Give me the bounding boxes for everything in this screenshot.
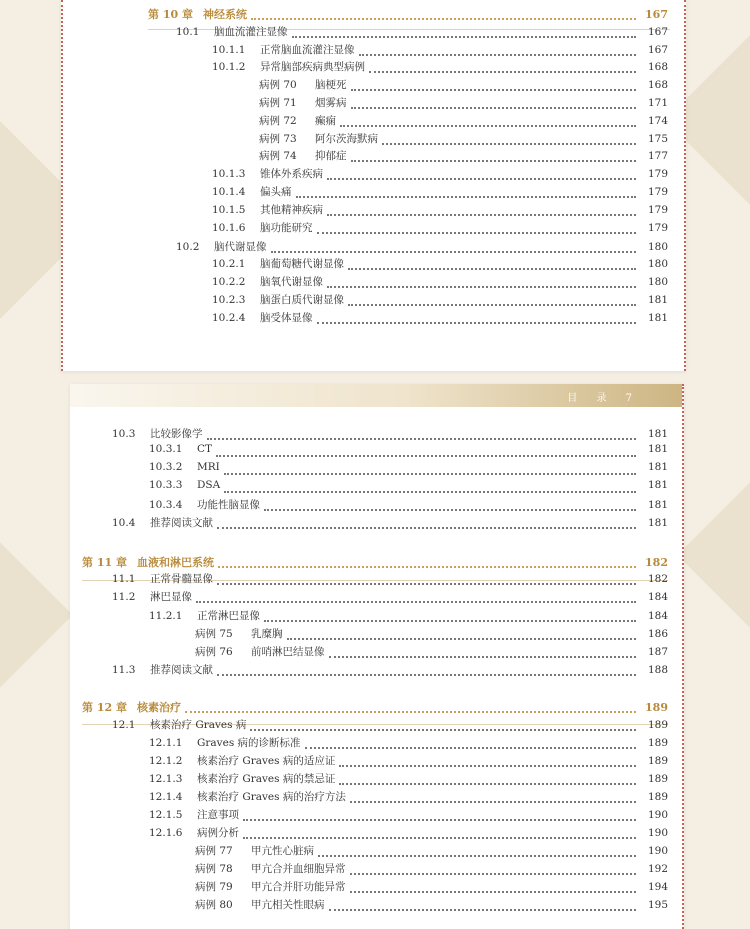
toc-entry-page: 179 xyxy=(647,168,668,180)
toc-entry-title: 核素治疗 Graves 病的禁忌证 xyxy=(197,773,336,785)
toc-entry-number: 12.1 xyxy=(112,719,136,731)
toc-entry-page: 190 xyxy=(647,827,668,839)
dot-leader xyxy=(351,88,637,91)
dot-leader xyxy=(340,124,636,127)
toc-entry-title: 前哨淋巴结显像 xyxy=(251,646,325,658)
toc-entry-section xyxy=(112,426,668,444)
toc-entry-page: 181 xyxy=(647,479,668,491)
dot-leader xyxy=(251,17,636,20)
dot-leader xyxy=(318,854,636,857)
toc-entry-number: 10.1.4 xyxy=(212,186,246,198)
toc-entry-page: 181 xyxy=(647,499,668,511)
toc-entry-page: 168 xyxy=(647,79,668,91)
toc-entry-case xyxy=(195,843,668,861)
toc-entry-page: 181 xyxy=(647,517,668,529)
toc-entry-page: 184 xyxy=(647,591,668,603)
toc-entry-section xyxy=(112,571,668,589)
toc-entry-number: 12.1.5 xyxy=(149,809,183,821)
toc-entry-page: 194 xyxy=(647,881,668,893)
toc-entry-number: 12.1.4 xyxy=(149,791,183,803)
toc-entry-sub xyxy=(149,461,668,479)
background-decoration xyxy=(677,477,750,633)
background-decoration xyxy=(0,537,73,693)
dot-leader xyxy=(264,619,636,622)
toc-entry-number: 病例 72 xyxy=(259,115,297,127)
toc-entry-number: 10.3.4 xyxy=(149,499,183,511)
toc-entry-title: 核素治疗 xyxy=(136,701,181,714)
toc-entry-sub xyxy=(212,184,668,202)
toc-entry-title: 抑郁症 xyxy=(315,150,347,162)
toc-entry-title: 神经系统 xyxy=(202,8,247,21)
dot-leader xyxy=(287,637,637,640)
toc-entry-number: 10.1.2 xyxy=(212,61,246,73)
toc-entry-number: 病例 77 xyxy=(195,845,233,857)
dot-leader xyxy=(243,818,636,821)
toc-entry-page: 189 xyxy=(647,755,668,767)
toc-entry-number: 10.2.4 xyxy=(212,312,246,324)
toc-entry-title: 注意事项 xyxy=(197,809,239,821)
page-header-label: 目 录 7 xyxy=(567,393,640,404)
dot-leader xyxy=(271,250,637,253)
toc-entry-page: 180 xyxy=(647,241,668,253)
toc-entry-sub xyxy=(212,42,668,60)
toc-entry-title: 锥体外系疾病 xyxy=(260,168,323,180)
dot-leader xyxy=(317,231,637,234)
toc-entry-page: 189 xyxy=(645,701,668,714)
toc-entry-section xyxy=(176,24,668,42)
toc-entry-sub xyxy=(212,202,668,220)
toc-entry-page: 181 xyxy=(647,461,668,473)
toc-entry-title: 核素治疗 Graves 病 xyxy=(150,719,247,731)
toc-entry-number: 10.4 xyxy=(112,517,136,529)
dot-leader xyxy=(339,782,636,785)
toc-entry-page: 181 xyxy=(647,428,668,440)
toc-entry-title: 其他精神疾病 xyxy=(260,204,323,216)
toc-entry-sub xyxy=(212,59,668,77)
toc-entry-section xyxy=(112,589,668,607)
toc-entry-title: 脑氧代谢显像 xyxy=(260,276,323,288)
toc-entry-number: 11.1 xyxy=(112,573,136,585)
toc-entry-case xyxy=(259,95,668,113)
dot-leader xyxy=(250,728,636,731)
toc-entry-chapter xyxy=(148,6,668,24)
toc-entry-page: 192 xyxy=(647,863,668,875)
dot-leader xyxy=(351,159,637,162)
toc-entry-number: 12.1.1 xyxy=(149,737,183,749)
toc-entry-page: 179 xyxy=(647,186,668,198)
toc-entry-number: 病例 70 xyxy=(259,79,297,91)
dot-leader xyxy=(359,53,637,56)
toc-entry-page: 182 xyxy=(645,556,668,569)
toc-entry-case xyxy=(259,148,668,166)
toc-entry-page: 168 xyxy=(647,61,668,73)
toc-entry-sub xyxy=(149,771,668,789)
toc-entry-title: 异常脑部疾病典型病例 xyxy=(260,61,365,73)
dot-leader xyxy=(329,908,637,911)
dot-leader xyxy=(296,195,637,198)
toc-entry-sub xyxy=(149,825,668,843)
toc-entry-title: Graves 病的诊断标准 xyxy=(197,737,301,749)
toc-entry-page: 167 xyxy=(645,8,668,21)
toc-entry-number: 10.2 xyxy=(176,241,200,253)
toc-entry-page: 174 xyxy=(647,115,668,127)
toc-entry-page: 190 xyxy=(647,809,668,821)
toc-entry-sub xyxy=(212,166,668,184)
toc-entry-title: 癫痫 xyxy=(315,115,336,127)
toc-entry-number: 病例 75 xyxy=(195,628,233,640)
toc-entry-page: 180 xyxy=(647,276,668,288)
toc-entry-title: 脑梗死 xyxy=(315,79,347,91)
toc-entry-page: 184 xyxy=(647,610,668,622)
toc-entry-sub xyxy=(149,497,668,515)
dot-leader xyxy=(369,70,636,73)
toc-entry-title: 甲亢合并肝功能异常 xyxy=(251,881,346,893)
toc-entry-title: 脑受体显像 xyxy=(260,312,313,324)
toc-entry-number: 病例 76 xyxy=(195,646,233,658)
toc-entry-case xyxy=(195,897,668,915)
dot-leader xyxy=(207,437,637,440)
dot-leader xyxy=(264,508,636,511)
dot-leader xyxy=(350,800,636,803)
toc-entry-section xyxy=(112,515,668,533)
toc-entry-number: 第 11 章 xyxy=(82,556,127,569)
dot-leader xyxy=(243,836,636,839)
toc-entry-case xyxy=(259,131,668,149)
toc-entry-title: 淋巴显像 xyxy=(150,591,192,603)
toc-entry-page: 189 xyxy=(647,737,668,749)
toc-entry-page: 189 xyxy=(647,719,668,731)
toc-entry-title: 烟雾病 xyxy=(315,97,347,109)
dot-leader xyxy=(218,565,636,568)
toc-entry-number: 病例 73 xyxy=(259,133,297,145)
dot-leader xyxy=(348,303,636,306)
dot-leader xyxy=(292,35,637,38)
toc-entry-page: 181 xyxy=(647,443,668,455)
toc-entry-case xyxy=(195,626,668,644)
dot-leader xyxy=(382,142,636,145)
toc-entry-number: 10.2.3 xyxy=(212,294,246,306)
toc-entry-page: 181 xyxy=(647,312,668,324)
dot-leader xyxy=(217,582,636,585)
toc-entry-section xyxy=(176,239,668,257)
toc-page-top xyxy=(61,0,686,371)
toc-entry-number: 10.1.3 xyxy=(212,168,246,180)
dot-leader xyxy=(350,872,637,875)
toc-entry-title: 核素治疗 Graves 病的治疗方法 xyxy=(197,791,346,803)
toc-entry-page: 189 xyxy=(647,773,668,785)
toc-entry-sub xyxy=(149,608,668,626)
dot-leader xyxy=(305,746,636,749)
toc-entry-section xyxy=(112,717,668,735)
toc-entry-number: 12.1.2 xyxy=(149,755,183,767)
toc-entry-number: 10.3 xyxy=(112,428,136,440)
toc-entry-sub xyxy=(149,789,668,807)
toc-entry-page: 182 xyxy=(647,573,668,585)
toc-entry-sub xyxy=(212,292,668,310)
toc-entry-number: 10.1 xyxy=(176,26,200,38)
toc-page-bottom xyxy=(70,384,684,929)
toc-entry-title: 正常淋巴显像 xyxy=(197,610,260,622)
toc-entry-page: 179 xyxy=(647,222,668,234)
toc-entry-title: 甲亢性心脏病 xyxy=(251,845,314,857)
dot-leader xyxy=(348,267,636,270)
toc-entry-title: 脑血流灌注显像 xyxy=(214,26,288,38)
toc-entry-title: 推荐阅读文献 xyxy=(150,517,213,529)
toc-entry-number: 病例 80 xyxy=(195,899,233,911)
toc-entry-number: 11.3 xyxy=(112,664,136,676)
dot-leader xyxy=(327,213,636,216)
toc-entry-page: 190 xyxy=(647,845,668,857)
dot-leader xyxy=(350,890,637,893)
toc-entry-page: 189 xyxy=(647,791,668,803)
toc-entry-page: 195 xyxy=(647,899,668,911)
toc-entry-sub xyxy=(212,256,668,274)
toc-entry-title: 脑葡萄糖代谢显像 xyxy=(260,258,344,270)
toc-entry-sub xyxy=(212,220,668,238)
toc-entry-page: 171 xyxy=(647,97,668,109)
toc-entry-number: 10.2.2 xyxy=(212,276,246,288)
toc-entry-section xyxy=(112,662,668,680)
dot-leader xyxy=(196,600,636,603)
toc-entry-number: 病例 78 xyxy=(195,863,233,875)
toc-entry-number: 11.2 xyxy=(112,591,136,603)
toc-entry-number: 10.3.1 xyxy=(149,443,183,455)
toc-entry-title: 血液和淋巴系统 xyxy=(136,556,214,569)
dot-leader xyxy=(339,764,636,767)
toc-entry-title: 甲亢相关性眼病 xyxy=(251,899,325,911)
dot-leader xyxy=(327,177,636,180)
dot-leader xyxy=(185,710,636,713)
dot-leader xyxy=(224,472,636,475)
toc-entry-page: 167 xyxy=(647,26,668,38)
toc-entry-number: 病例 79 xyxy=(195,881,233,893)
toc-entry-page: 167 xyxy=(647,44,668,56)
toc-entry-title: DSA xyxy=(197,479,221,491)
toc-entry-page: 187 xyxy=(647,646,668,658)
dot-leader xyxy=(351,106,637,109)
toc-entry-number: 病例 71 xyxy=(259,97,297,109)
toc-entry-title: 乳糜胸 xyxy=(251,628,283,640)
toc-entry-number: 10.1.5 xyxy=(212,204,246,216)
dot-leader xyxy=(217,673,636,676)
toc-entry-number: 10.3.2 xyxy=(149,461,183,473)
toc-entry-page: 186 xyxy=(647,628,668,640)
page-header-strip xyxy=(70,384,682,407)
toc-entry-chapter xyxy=(82,554,668,572)
toc-entry-number: 10.1.6 xyxy=(212,222,246,234)
toc-entry-sub xyxy=(212,274,668,292)
toc-entry-sub xyxy=(149,753,668,771)
toc-entry-title: 推荐阅读文献 xyxy=(150,664,213,676)
toc-entry-sub xyxy=(149,807,668,825)
toc-entry-title: 脑蛋白质代谢显像 xyxy=(260,294,344,306)
toc-entry-page: 179 xyxy=(647,204,668,216)
toc-entry-number: 第 12 章 xyxy=(82,701,127,714)
dot-leader xyxy=(329,655,637,658)
dot-leader xyxy=(224,490,636,493)
toc-entry-title: 正常脑血流灌注显像 xyxy=(260,44,355,56)
toc-entry-case xyxy=(195,861,668,879)
toc-entry-title: MRI xyxy=(197,461,220,473)
toc-entry-page: 188 xyxy=(647,664,668,676)
toc-entry-sub xyxy=(149,443,668,461)
toc-entry-page: 175 xyxy=(647,133,668,145)
dot-leader xyxy=(216,454,636,457)
toc-entry-title: 核素治疗 Graves 病的适应证 xyxy=(197,755,336,767)
toc-entry-title: 脑功能研究 xyxy=(260,222,313,234)
toc-entry-number: 第 10 章 xyxy=(148,8,193,21)
toc-entry-title: CT xyxy=(197,443,213,455)
dot-leader xyxy=(317,321,637,324)
toc-entry-title: 比较影像学 xyxy=(150,428,203,440)
toc-entry-number: 11.2.1 xyxy=(149,610,183,622)
toc-entry-page: 177 xyxy=(647,150,668,162)
toc-entry-case xyxy=(195,879,668,897)
toc-entry-title: 功能性脑显像 xyxy=(197,499,260,511)
toc-entry-page: 180 xyxy=(647,258,668,270)
toc-entry-title: 脑代谢显像 xyxy=(214,241,267,253)
toc-entry-page: 181 xyxy=(647,294,668,306)
toc-entry-number: 10.1.1 xyxy=(212,44,246,56)
toc-entry-number: 10.2.1 xyxy=(212,258,246,270)
toc-entry-case xyxy=(259,77,668,95)
toc-entry-sub xyxy=(212,310,668,328)
toc-entry-number: 10.3.3 xyxy=(149,479,183,491)
toc-entry-title: 阿尔茨海默病 xyxy=(315,133,378,145)
toc-entry-title: 正常骨髓显像 xyxy=(150,573,213,585)
dot-leader xyxy=(327,285,636,288)
toc-entry-number: 病例 74 xyxy=(259,150,297,162)
toc-entry-number: 12.1.3 xyxy=(149,773,183,785)
toc-entry-title: 甲亢合并血细胞异常 xyxy=(251,863,346,875)
toc-entry-number: 12.1.6 xyxy=(149,827,183,839)
toc-entry-sub xyxy=(149,735,668,753)
toc-entry-case xyxy=(195,644,668,662)
dot-leader xyxy=(217,526,636,529)
toc-entry-title: 病例分析 xyxy=(197,827,239,839)
toc-entry-sub xyxy=(149,479,668,497)
toc-entry-case xyxy=(259,113,668,131)
toc-entry-chapter xyxy=(82,699,668,717)
toc-entry-title: 偏头痛 xyxy=(260,186,292,198)
